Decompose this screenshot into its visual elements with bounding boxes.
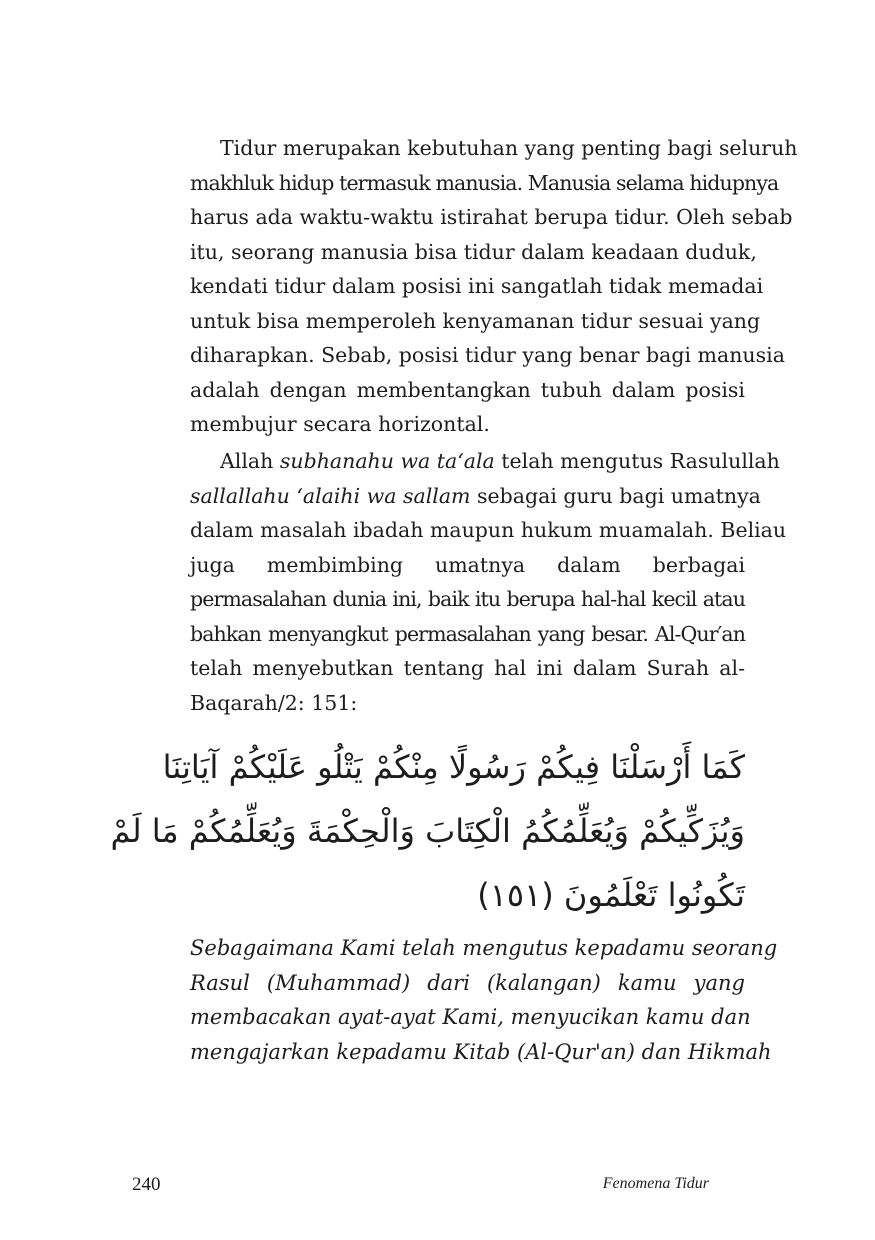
paragraph-rasulullah — [190, 444, 787, 720]
text-line: Tidur merupakan kebutuhan yang penting bagi seluruh — [220, 136, 798, 160]
verse-translation — [190, 931, 778, 1069]
text-run: sebagai guru bagi umatnya — [470, 483, 761, 508]
paragraph-sleep-need — [190, 131, 798, 442]
verse-line: كَمَا أَرْسَلْنَا فِيكُمْ رَسُولًا مِنْكُمْ يَتْلُو عَلَيْكُمْ آيَاتِنَا — [162, 748, 745, 786]
verse-line: تَكُونُوا تَعْلَمُونَ (١٥١) — [477, 876, 745, 914]
text-line: Baqarah/2: 151: — [190, 690, 358, 715]
text-line: permasalahan dunia ini, baik itu berupa hal-hal kecil atau — [190, 587, 745, 611]
italic-term: subhanahu wa ta‘ala — [279, 449, 495, 473]
text-line — [190, 479, 761, 514]
text-line: dalam masalah ibadah maupun hukum muamalah. Beliau — [190, 518, 787, 542]
page-number: 240 — [132, 1174, 161, 1195]
text-line: harus ada waktu-waktu istirahat berupa tidur. Oleh sebab — [190, 205, 793, 229]
text-line: diharapkan. Sebab, posisi tidur yang benar bagi manusia — [190, 343, 785, 367]
text-line: itu, seorang manusia bisa tidur dalam keadaan duduk, — [190, 239, 757, 264]
text-line: Sebagaimana Kami telah mengutus kepadamu seorang — [190, 936, 778, 960]
text-line: bahkan menyangkut permasalahan yang besar. Al-Qur′an — [190, 621, 745, 646]
text-line: adalah dengan membentangkan tubuh dalam posisi — [190, 377, 745, 402]
text-line: juga membimbing umatnya dalam berbagai — [190, 552, 745, 577]
text-run: Allah — [220, 449, 280, 473]
quran-verse — [110, 735, 745, 927]
italic-term: sallallahu ‘alaihi wa sallam — [190, 483, 471, 508]
text-line: makhluk hidup termasuk manusia. Manusia selama hidupnya — [190, 170, 779, 195]
text-run: telah mengutus Rasulullah — [494, 449, 780, 473]
book-title: Fenomena Tidur — [602, 1175, 709, 1192]
text-line: telah menyebutkan tentang hal ini dalam Surah al- — [190, 656, 745, 680]
text-line: membacakan ayat-ayat Kami, menyucikan kamu dan — [190, 1005, 751, 1029]
text-line: kendati tidur dalam posisi ini sangatlah tidak memadai — [190, 274, 764, 298]
text-line: mengajarkan kepadamu Kitab (Al-Qur'an) dan Hikmah — [190, 1039, 772, 1064]
text-line: membujur secara horizontal. — [190, 412, 490, 436]
text-line — [190, 444, 780, 479]
text-line: Rasul (Muhammad) dari (kalangan) kamu yang — [190, 970, 745, 995]
text-line: untuk bisa memperoleh kenyamanan tidur sesuai yang — [190, 308, 761, 333]
verse-line: وَيُزَكِّيكُمْ وَيُعَلِّمُكُمُ الْكِتَابَ وَالْحِكْمَةَ وَيُعَلِّمُكُمْ مَا لَمْ — [110, 812, 745, 850]
